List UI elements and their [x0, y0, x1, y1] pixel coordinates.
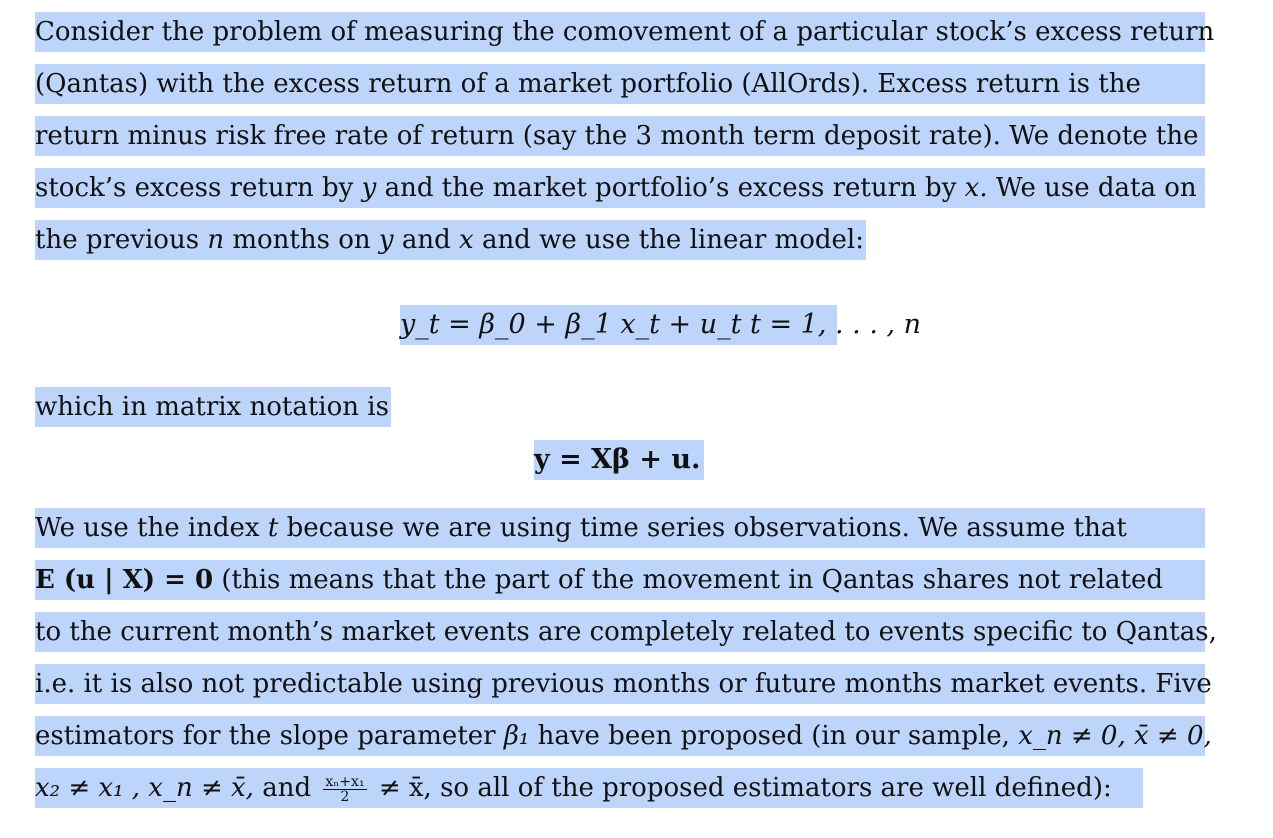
text-line: which in matrix notation is [35, 392, 389, 422]
paragraph3-line5 [35, 716, 1212, 756]
equation-matrix [534, 440, 704, 480]
text-line: estimators for the slope parameter β₁ have been proposed (in our sample, x_n ≠ 0, x̄ ≠ 0, [35, 721, 1212, 751]
fraction-numerator: xₙ+x₁ [325, 773, 365, 790]
paragraph3-line3 [35, 612, 1217, 652]
math-fraction [323, 775, 366, 804]
math-var-t: t [267, 513, 279, 543]
paragraph1-line5: the previous n months on y and x and we use the linear model: [35, 220, 866, 260]
text-line: (Qantas) with the excess return of a market portfolio (AllOrds). Excess return is the [35, 69, 1141, 99]
paragraph1-line2 [35, 64, 1205, 104]
math-conditions: x_n ≠ 0, x̄ ≠ 0, [1018, 721, 1212, 751]
text-line: E (u | X) = 0 (this means that the part of the movement in Qantas shares not related [35, 565, 1163, 595]
text-line: We use the index t because we are using time series observations. We assume that [35, 513, 1127, 543]
paragraph2-line1 [35, 387, 391, 427]
fraction-denominator: 2 [340, 788, 350, 805]
equation-linear-model [400, 305, 922, 345]
equation-text: y = Xβ + u. [534, 444, 701, 475]
paragraph1-line4 [35, 168, 1205, 208]
math-var-y: y [361, 173, 377, 203]
text-line: stock’s excess return by y and the market portfolio’s excess return by x. We use data on [35, 173, 1197, 203]
text-line: Consider the problem of measuring the comovement of a particular stock’s excess return [35, 17, 1215, 47]
math-var-n: n [207, 225, 225, 255]
paragraph1-line3 [35, 116, 1205, 156]
math-beta1: β₁ [503, 721, 530, 751]
equation-text: y_t = β_0 + β_1 x_t + u_t t = 1, . . . , n [400, 309, 922, 340]
math-expectation: E (u | X) = 0 [35, 565, 214, 595]
paragraph3-line6: x₂ ≠ x₁ , x_n ≠ x̄, and $\frac{\text{xₙ+x₁}}{2}$ ≠ x̄, so all of the proposed estimators are well defined): [35, 768, 1143, 808]
paragraph1-line1 [35, 12, 1215, 52]
math-var-y: y [378, 225, 394, 255]
paragraph3-line1 [35, 508, 1205, 548]
text-line: to the current month’s market events are completely related to events specific to Qantas, [35, 617, 1217, 647]
text-line: i.e. it is also not predictable using previous months or future months market events. Five [35, 669, 1212, 699]
paragraph3-line2 [35, 560, 1205, 600]
math-var-x: x [459, 225, 474, 255]
paragraph3-line4 [35, 664, 1212, 704]
text-line: return minus risk free rate of return (say the 3 month term deposit rate). We denote the [35, 121, 1199, 151]
math-var-x: x. [964, 173, 988, 203]
math-conditions: x₂ ≠ x₁ , x_n ≠ x̄, [35, 773, 254, 803]
